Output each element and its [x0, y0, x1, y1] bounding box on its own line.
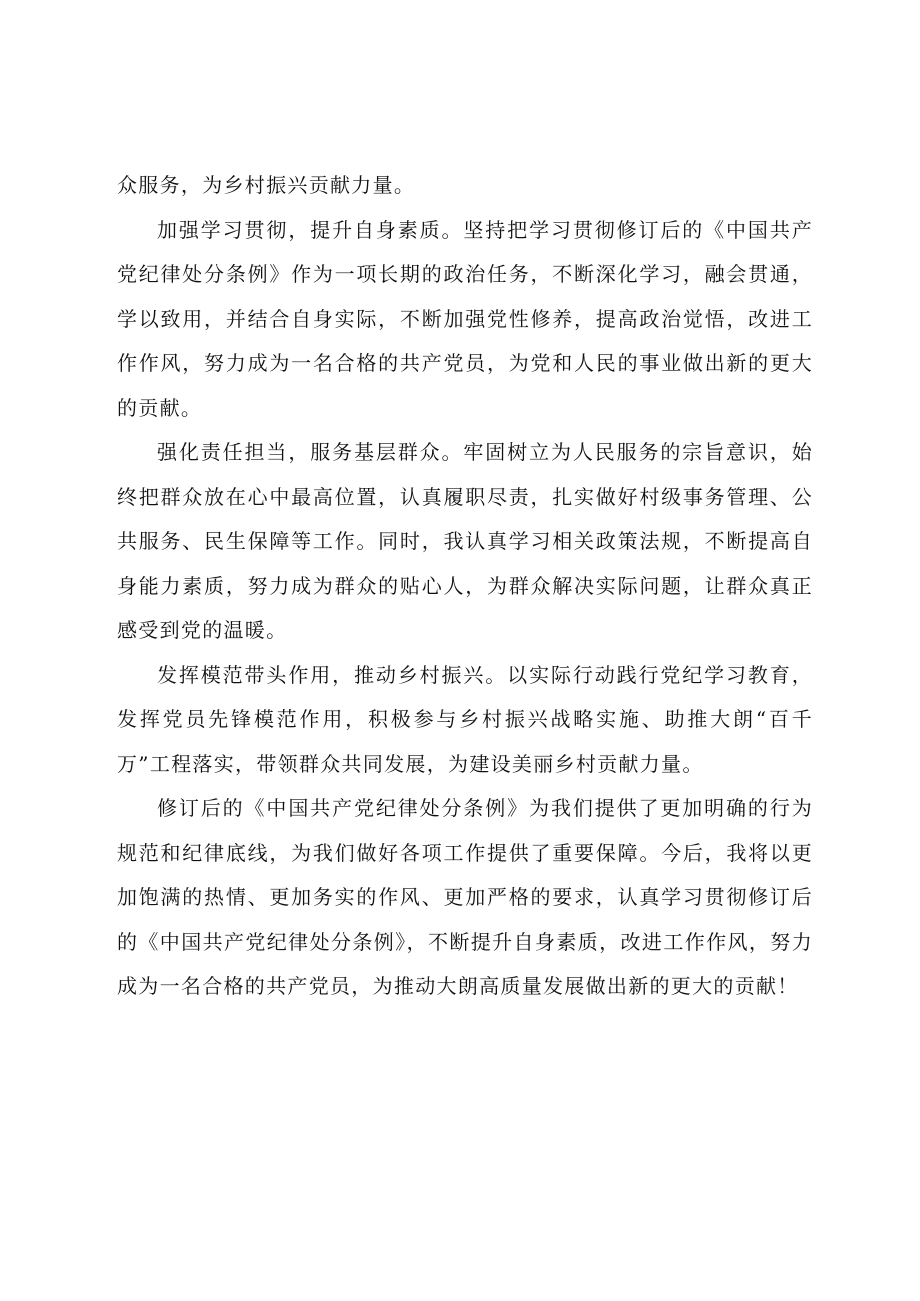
document-body: [117, 163, 813, 1009]
paragraph-study-implementation: 加强学习贯彻，提升自身素质。坚持把学习贯彻修订后的《中国共产党纪律处分条例》作为一项长期的政治任务，不断深化学习，融会贯通，学以致用，并结合自身实际，不断加强党性修养，提高政治觉悟，改进工作作风，努力成为一名合格的共产党员，为党和人民的事业做出新的更大的贡献。: [117, 217, 813, 420]
paragraph-exemplary-role: 发挥模范带头作用，推动乡村振兴。以实际行动践行党纪学习教育，发挥党员先锋模范作用，积极参与乡村振兴战略实施、助推大朗“百千万”工程落实，带领群众共同发展，为建设美丽乡村贡献力量。: [117, 662, 813, 776]
paragraph-conclusion: 修订后的《中国共产党纪律处分条例》为我们提供了更加明确的行为规范和纪律底线，为我们做好各项工作提供了重要保障。今后，我将以更加饱满的热情、更加务实的作风、更加严格的要求，认真学习贯彻修订后的《中国共产党纪律处分条例》，不断提升自身素质，改进工作作风，努力成为一名合格的共产党员，为推动大朗高质量发展做出新的更大的贡献！: [117, 796, 813, 998]
paragraph-responsibility: 强化责任担当，服务基层群众。牢固树立为人民服务的宗旨意识，始终把群众放在心中最高位置，认真履职尽责，扎实做好村级事务管理、公共服务、民生保障等工作。同时，我认真学习相关政策法规，不断提高自身能力素质，努力成为群众的贴心人，为群众解决实际问题，让群众真正感受到党的温暖。: [117, 440, 813, 642]
paragraph-continuation: 众服务，为乡村振兴贡献力量。: [117, 173, 416, 197]
